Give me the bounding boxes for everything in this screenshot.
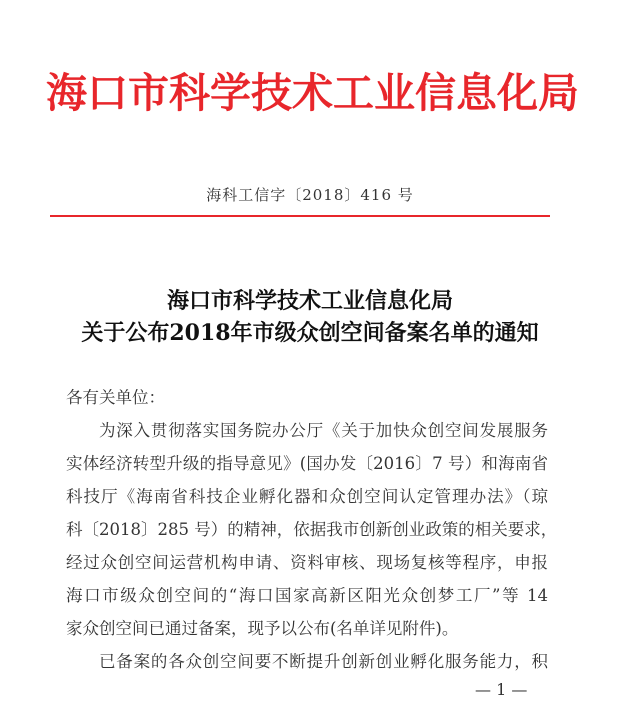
body-line: 海口市级众创空间的“海口国家高新区阳光众创梦工厂”等 14 <box>66 586 548 605</box>
body-line: 家众创空间已通过备案，现予以公布(名单详见附件)。 <box>66 619 459 638</box>
body-line: 科技厅《海南省科技企业孵化器和众创空间认定管理办法》（琼 <box>66 487 548 506</box>
red-divider-line <box>50 215 550 217</box>
body-line: 经过众创空间运营机构申请、资料审核、现场复核等程序，申报 <box>66 553 548 572</box>
salutation: 各有关单位： <box>66 388 165 407</box>
document-title-line1: 海口市科学技术工业信息化局 <box>166 288 453 314</box>
issuing-agency-header: 海口市科学技术工业信息化局 <box>46 69 579 117</box>
body-line: 已备案的各众创空间要不断提升创新创业孵化服务能力，积 <box>99 652 548 671</box>
body-line: 为深入贯彻落实国务院办公厅《关于加快众创空间发展服务 <box>99 421 548 440</box>
body-line: 实体经济转型升级的指导意见》(国办发〔2016〕7 号）和海南省 <box>66 454 548 473</box>
document-number: 海科工信字〔2018〕416 号 <box>206 186 414 204</box>
page-number: — 1 — <box>475 680 528 699</box>
document-title-line2: 关于公布2018年市级众创空间备案名单的通知 <box>81 320 539 346</box>
body-line: 科〔2018〕285 号）的精神，依据我市创新创业政策的相关要求， <box>66 520 558 539</box>
